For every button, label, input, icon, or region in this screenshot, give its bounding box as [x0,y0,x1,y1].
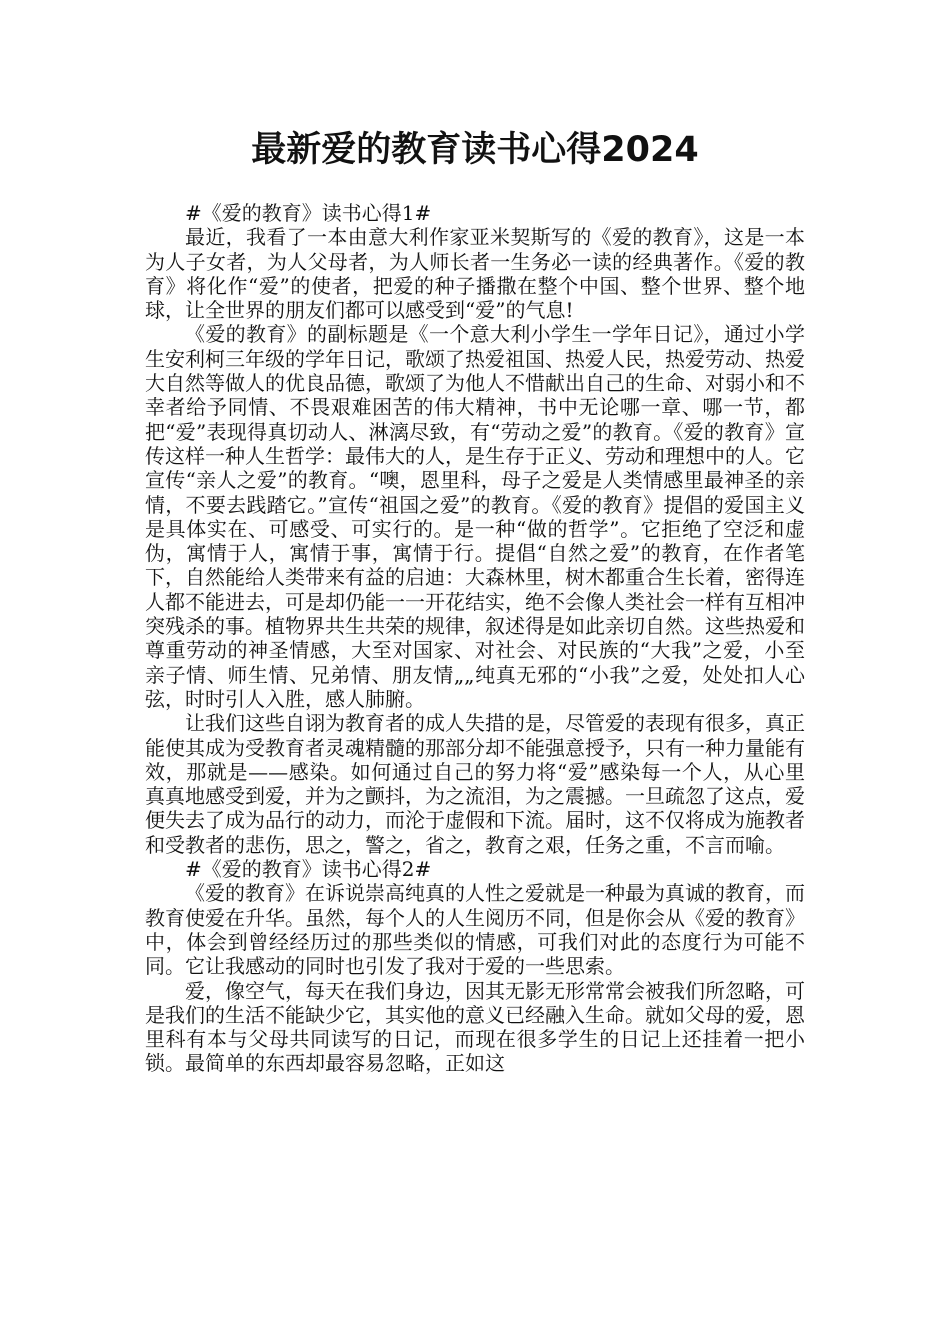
page-title: 最新爱的教育读书心得2024 [251,130,699,170]
paragraph: 让我们这些自诩为教育者的成人失措的是，尽管爱的表现有很多，真正能使其成为受教育者灵魂精髓的那部分却不能强意授予，只有一种力量能有效，那就是——感染。如何通过自己的努力将“爱”感染每一个人，从心里真真地感受到爱，并为之颤抖，为之流泪，为之震撼。一旦疏忽了这点，爱便失去了成为品行的动力，而沦于虚假和下流。届时，这不仅将成为施教者和受教者的悲伤，思之，警之，省之，教育之艰，任务之重，不言而喻。 [145,711,805,857]
paragraph: 《爱的教育》在诉说崇高纯真的人性之爱就是一种最为真诚的教育，而教育使爱在升华。虽然，每个人的人生阅历不同，但是你会从《爱的教育》中，体会到曾经经历过的那些类似的情感，可我们对此的态度行为可能不同。它让我感动的同时也引发了我对于爱的一些思索。 [145,881,805,979]
document-body [145,201,805,1076]
paragraph: 《爱的教育》的副标题是《一个意大利小学生一学年日记》，通过小学生安利柯三年级的学年日记，歌颂了热爱祖国、热爱人民，热爱劳动、热爱大自然等做人的优良品德，歌颂了为他人不惜献出自己的生命、对弱小和不幸者给予同情、不畏艰难困苦的伟大精神，书中无论哪一章、哪一节，都把“爱”表现得真切动人、淋漓尽致，有“劳动之爱”的教育。《爱的教育》宣传这样一种人生哲学：最伟大的人，是生存于正义、劳动和理想中的人。它宣传“亲人之爱”的教育。“噢，恩里科，母子之爱是人类情感里最神圣的亲情，不要去践踏它。”宣传“祖国之爱”的教育。《爱的教育》提倡的爱国主义是具体实在、可感受、可实行的。是一种“做的哲学”。它拒绝了空泛和虚伪，寓情于人，寓情于事，寓情于行。提倡“自然之爱”的教育，在作者笔下，自然能给人类带来有益的启迪：大森林里，树木都重合生长着，密得连人都不能进去，可是却仍能一一开花结实，绝不会像人类社会一样有互相冲突残杀的事。植物界共生共荣的规律，叙述得是如此亲切自然。这些热爱和尊重劳动的神圣情感，大至对国家、对社会、对民族的“大我”之爱，小至亲子情、师生情、兄弟情、朋友情„„纯真无邪的“小我”之爱，处处扣人心弦，时时引人入胜，感人肺腑。 [145,322,805,711]
section-heading-1: #《爱的教育》读书心得1# [185,201,432,225]
paragraph: 最近，我看了一本由意大利作家亚米契斯写的《爱的教育》，这是一本为人子女者，为人父母者，为人师长者一生务必一读的经典著作。《爱的教育》将化作“爱”的使者，把爱的种子播撒在整个中国、整个世界、整个地球，让全世界的朋友们都可以感受到“爱”的气息! [145,225,805,323]
section-heading-2: #《爱的教育》读书心得2# [185,857,432,882]
paragraph: 爱，像空气，每天在我们身边，因其无影无形常常会被我们所忽略，可是我们的生活不能缺少它，其实他的意义已经融入生命。就如父母的爱，恩里科有本与父母共同读写的日记，而现在很多学生的日记上还挂着一把小锁。最简单的东西却最容易忽略，正如这 [145,978,805,1076]
